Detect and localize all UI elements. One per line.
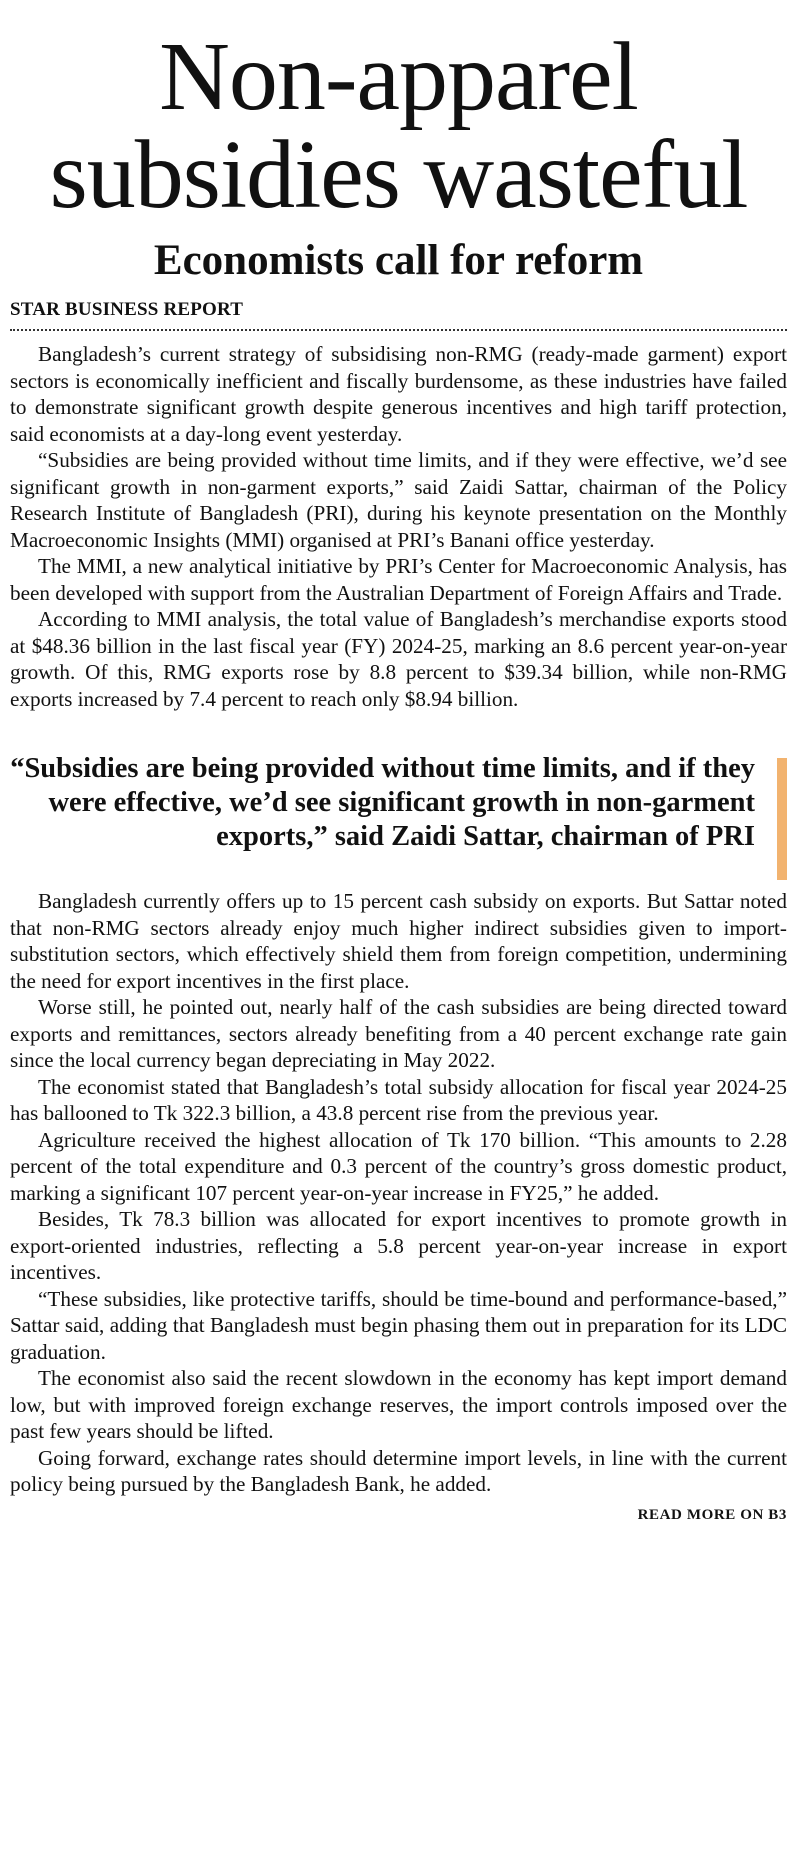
article-body-part2-wrap — [10, 888, 787, 1523]
article-body-part1 — [10, 341, 787, 712]
paragraph: Besides, Tk 78.3 billion was allocated for export incentives to promote growth in export-oriented industries, reflecting a 5.8 percent year-on-year increase in export incentives. — [10, 1207, 787, 1284]
headline: Non-apparel subsidies wasteful — [49, 23, 748, 229]
article-body-part2 — [10, 888, 787, 1498]
read-more-link[interactable]: READ MORE ON B3 — [637, 1506, 787, 1523]
byline: STAR BUSINESS REPORT — [10, 298, 787, 331]
paragraph: Worse still, he pointed out, nearly half of the cash subsidies are being directed toward exports and remittances, sectors already benefiting from a 40 percent exchange rate gain since the local currency began depreciating in May 2022. — [10, 995, 787, 1072]
pullquote — [10, 752, 787, 854]
paragraph: Bangladesh’s current strategy of subsidising non-RMG (ready-made garment) export sectors is economically inefficient and fiscally burdensome, as these industries have failed to demonstrate significant growth despite generous incentives and high tariff protection, said economists at a day-long event yesterday. — [10, 342, 787, 446]
subheadline: Economists call for reform — [153, 237, 644, 284]
paragraph: According to MMI analysis, the total value of Bangladesh’s merchandise exports stood at $48.36 billion in the last fiscal year (FY) 2024-25, marking an 8.6 percent year-on-year growth. Of this, RMG exports rose by 8.8 percent to $39.34 billion, while non-RMG exports increased by 7.4 percent to reach only $8.94 billion. — [10, 607, 787, 711]
paragraph: The economist also said the recent slowdown in the economy has kept import demand low, but with improved foreign exchange reserves, the import controls imposed over the past few years should be lifted. — [10, 1366, 787, 1443]
paragraph: “Subsidies are being provided without time limits, and if they were effective, we’d see significant growth in non-garment exports,” said Zaidi Sattar, chairman of the Policy Research Institute of Bangladesh (PRI), during his keynote presentation on the Monthly Macroeconomic Insights (MMI) organised at PRI’s Banani office yesterday. — [10, 448, 787, 552]
paragraph: The MMI, a new analytical initiative by PRI’s Center for Macroeconomic Analysis, has been developed with support from the Australian Department of Foreign Affairs and Trade. — [10, 554, 787, 605]
paragraph: Bangladesh currently offers up to 15 percent cash subsidy on exports. But Sattar noted that non-RMG sectors already enjoy much higher indirect subsidies given to import-substitution sectors, which effectively shield them from foreign competition, undermining the need for export incentives in the first place. — [10, 889, 787, 993]
pullquote-accent-bar — [777, 758, 787, 880]
paragraph: Going forward, exchange rates should determine import levels, in line with the current policy being pursued by the Bangladesh Bank, he added. — [10, 1445, 787, 1496]
pullquote-text: “Subsidies are being provided without time limits, and if they were effective, we’d see significant growth in non-garment exports,” said Zaidi Sattar, chairman of PRI — [10, 753, 755, 852]
paragraph: The economist stated that Bangladesh’s total subsidy allocation for fiscal year 2024-25 has ballooned to Tk 322.3 billion, a 43.8 percent rise from the previous year. — [10, 1074, 787, 1125]
paragraph: “These subsidies, like protective tariffs, should be time-bound and performance-based,” Sattar said, adding that Bangladesh must begin phasing them out in preparation for its LDC graduation. — [10, 1286, 787, 1364]
paragraph: Agriculture received the highest allocation of Tk 170 billion. “This amounts to 2.28 percent of the total expenditure and 0.3 percent of the country’s gross domestic product, marking a significant 107 percent year-on-year increase in FY25,” he added. — [10, 1127, 787, 1205]
article — [10, 0, 787, 1523]
